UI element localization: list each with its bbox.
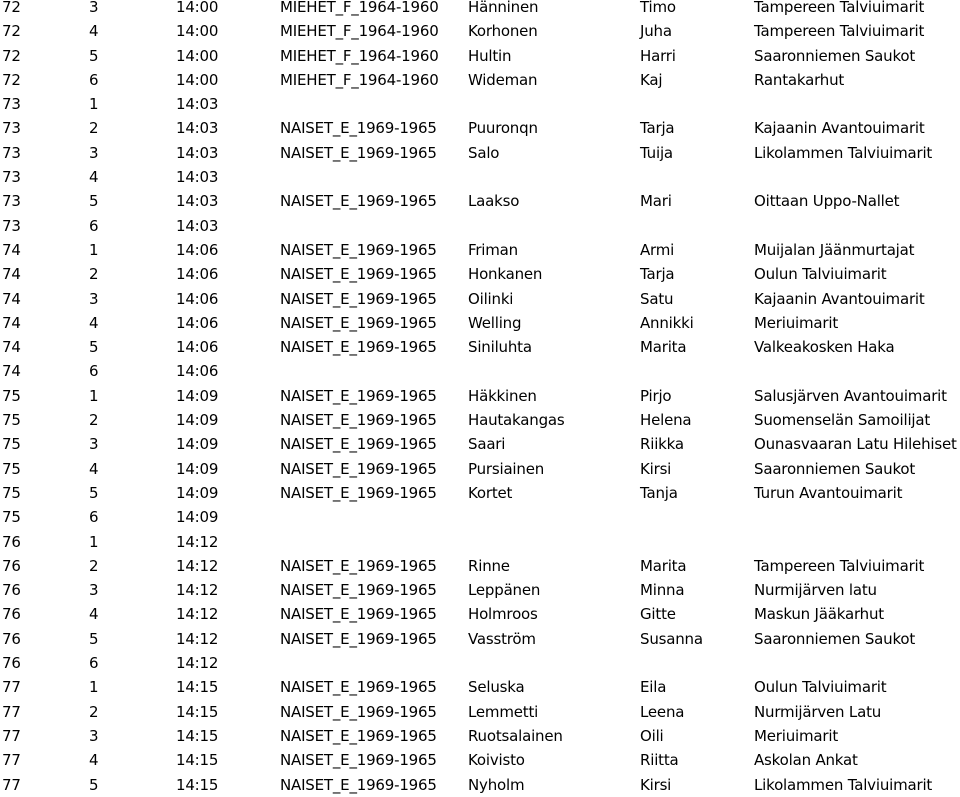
table-row xyxy=(0,578,960,602)
heat-number-cell: 75 xyxy=(2,459,21,478)
lane-number-cell: 4 xyxy=(89,168,99,187)
table-row xyxy=(0,92,960,116)
table-row xyxy=(0,384,960,408)
age-class-cell: NAISET_E_1969-1965 xyxy=(280,435,437,454)
age-class-cell: MIEHET_F_1964-1960 xyxy=(280,22,439,41)
lane-number-cell: 5 xyxy=(89,775,99,794)
age-class-cell: NAISET_E_1969-1965 xyxy=(280,702,437,721)
age-class-cell: NAISET_E_1969-1965 xyxy=(280,265,437,284)
table-row xyxy=(0,554,960,578)
first-name-cell: Leena xyxy=(640,702,685,721)
lane-number-cell: 1 xyxy=(89,532,99,551)
table-row xyxy=(0,359,960,383)
table-row xyxy=(0,773,960,797)
lane-number-cell: 4 xyxy=(89,459,99,478)
club-name-cell: Saaronniemen Saukot xyxy=(754,459,916,478)
start-time-cell: 14:09 xyxy=(176,411,219,430)
first-name-cell: Riitta xyxy=(640,751,679,770)
last-name-cell: Hultin xyxy=(468,46,512,65)
heat-number-cell: 72 xyxy=(2,22,21,41)
lane-number-cell: 5 xyxy=(89,338,99,357)
club-name-cell: Meriuimarit xyxy=(754,313,838,332)
last-name-cell: Wideman xyxy=(468,70,538,89)
table-row xyxy=(0,432,960,456)
first-name-cell: Kaj xyxy=(640,70,663,89)
first-name-cell: Kirsi xyxy=(640,775,672,794)
start-time-cell: 14:00 xyxy=(176,0,219,16)
heat-number-cell: 74 xyxy=(2,289,21,308)
lane-number-cell: 4 xyxy=(89,313,99,332)
lane-number-cell: 2 xyxy=(89,265,99,284)
table-row xyxy=(0,530,960,554)
heat-number-cell: 72 xyxy=(2,46,21,65)
lane-number-cell: 6 xyxy=(89,362,99,381)
lane-number-cell: 6 xyxy=(89,216,99,235)
age-class-cell: MIEHET_F_1964-1960 xyxy=(280,0,439,16)
age-class-cell: NAISET_E_1969-1965 xyxy=(280,338,437,357)
club-name-cell: Oulun Talviuimarit xyxy=(754,678,887,697)
lane-number-cell: 6 xyxy=(89,508,99,527)
lane-number-cell: 2 xyxy=(89,556,99,575)
heat-number-cell: 75 xyxy=(2,411,21,430)
last-name-cell: Siniluhta xyxy=(468,338,532,357)
start-time-cell: 14:03 xyxy=(176,143,219,162)
last-name-cell: Honkanen xyxy=(468,265,543,284)
lane-number-cell: 5 xyxy=(89,483,99,502)
table-row xyxy=(0,19,960,43)
first-name-cell: Tuija xyxy=(640,143,673,162)
heat-number-cell: 77 xyxy=(2,678,21,697)
table-row xyxy=(0,116,960,140)
first-name-cell: Tarja xyxy=(640,119,675,138)
table-row xyxy=(0,651,960,675)
first-name-cell: Marita xyxy=(640,556,687,575)
table-row xyxy=(0,481,960,505)
start-time-cell: 14:15 xyxy=(176,678,219,697)
club-name-cell: Kajaanin Avantouimarit xyxy=(754,119,925,138)
first-name-cell: Gitte xyxy=(640,605,676,624)
lane-number-cell: 6 xyxy=(89,70,99,89)
heat-number-cell: 76 xyxy=(2,629,21,648)
heat-number-cell: 73 xyxy=(2,95,21,114)
age-class-cell: NAISET_E_1969-1965 xyxy=(280,751,437,770)
first-name-cell: Juha xyxy=(640,22,672,41)
table-row xyxy=(0,141,960,165)
start-time-cell: 14:12 xyxy=(176,532,219,551)
start-time-cell: 14:06 xyxy=(176,289,219,308)
heat-number-cell: 73 xyxy=(2,192,21,211)
first-name-cell: Minna xyxy=(640,581,685,600)
first-name-cell: Kirsi xyxy=(640,459,672,478)
first-name-cell: Tarja xyxy=(640,265,675,284)
start-time-cell: 14:06 xyxy=(176,338,219,357)
heat-number-cell: 75 xyxy=(2,483,21,502)
lane-number-cell: 3 xyxy=(89,581,99,600)
club-name-cell: Nurmijärven latu xyxy=(754,581,877,600)
start-time-cell: 14:15 xyxy=(176,726,219,745)
lane-number-cell: 1 xyxy=(89,386,99,405)
age-class-cell: NAISET_E_1969-1965 xyxy=(280,289,437,308)
club-name-cell: Tampereen Talviuimarit xyxy=(754,0,925,16)
age-class-cell: NAISET_E_1969-1965 xyxy=(280,459,437,478)
last-name-cell: Lemmetti xyxy=(468,702,539,721)
heat-number-cell: 73 xyxy=(2,216,21,235)
first-name-cell: Riikka xyxy=(640,435,684,454)
heat-number-cell: 74 xyxy=(2,265,21,284)
heat-number-cell: 74 xyxy=(2,313,21,332)
last-name-cell: Laakso xyxy=(468,192,520,211)
club-name-cell: Ounasvaaran Latu Hilehiset xyxy=(754,435,957,454)
age-class-cell: NAISET_E_1969-1965 xyxy=(280,629,437,648)
heat-number-cell: 74 xyxy=(2,362,21,381)
start-time-cell: 14:12 xyxy=(176,556,219,575)
table-row xyxy=(0,724,960,748)
last-name-cell: Hautakangas xyxy=(468,411,565,430)
last-name-cell: Häkkinen xyxy=(468,386,537,405)
age-class-cell: NAISET_E_1969-1965 xyxy=(280,556,437,575)
start-time-cell: 14:15 xyxy=(176,751,219,770)
age-class-cell: MIEHET_F_1964-1960 xyxy=(280,70,439,89)
club-name-cell: Likolammen Talviuimarit xyxy=(754,775,933,794)
lane-number-cell: 6 xyxy=(89,654,99,673)
lane-number-cell: 3 xyxy=(89,726,99,745)
last-name-cell: Ruotsalainen xyxy=(468,726,563,745)
start-time-cell: 14:09 xyxy=(176,459,219,478)
table-row xyxy=(0,627,960,651)
lane-number-cell: 5 xyxy=(89,192,99,211)
club-name-cell: Saaronniemen Saukot xyxy=(754,46,916,65)
last-name-cell: Seluska xyxy=(468,678,525,697)
last-name-cell: Pursiainen xyxy=(468,459,545,478)
last-name-cell: Vasström xyxy=(468,629,536,648)
club-name-cell: Valkeakosken Haka xyxy=(754,338,895,357)
start-time-cell: 14:12 xyxy=(176,629,219,648)
age-class-cell: NAISET_E_1969-1965 xyxy=(280,726,437,745)
club-name-cell: Turun Avantouimarit xyxy=(754,483,903,502)
start-time-cell: 14:09 xyxy=(176,386,219,405)
table-row xyxy=(0,505,960,529)
age-class-cell: NAISET_E_1969-1965 xyxy=(280,678,437,697)
start-time-cell: 14:06 xyxy=(176,265,219,284)
first-name-cell: Annikki xyxy=(640,313,694,332)
table-row xyxy=(0,700,960,724)
start-time-cell: 14:12 xyxy=(176,605,219,624)
lane-number-cell: 5 xyxy=(89,46,99,65)
start-time-cell: 14:12 xyxy=(176,581,219,600)
table-row xyxy=(0,311,960,335)
lane-number-cell: 1 xyxy=(89,240,99,259)
first-name-cell: Harri xyxy=(640,46,676,65)
start-time-cell: 14:03 xyxy=(176,95,219,114)
lane-number-cell: 1 xyxy=(89,95,99,114)
last-name-cell: Puuronqn xyxy=(468,119,538,138)
age-class-cell: NAISET_E_1969-1965 xyxy=(280,605,437,624)
start-time-cell: 14:03 xyxy=(176,216,219,235)
heat-number-cell: 76 xyxy=(2,532,21,551)
first-name-cell: Satu xyxy=(640,289,674,308)
lane-number-cell: 3 xyxy=(89,143,99,162)
club-name-cell: Nurmijärven Latu xyxy=(754,702,882,721)
table-row xyxy=(0,335,960,359)
table-row xyxy=(0,165,960,189)
heat-number-cell: 77 xyxy=(2,726,21,745)
first-name-cell: Marita xyxy=(640,338,687,357)
heat-number-cell: 75 xyxy=(2,386,21,405)
first-name-cell: Oili xyxy=(640,726,664,745)
start-time-cell: 14:15 xyxy=(176,702,219,721)
age-class-cell: NAISET_E_1969-1965 xyxy=(280,192,437,211)
heat-number-cell: 77 xyxy=(2,751,21,770)
last-name-cell: Salo xyxy=(468,143,500,162)
age-class-cell: NAISET_E_1969-1965 xyxy=(280,119,437,138)
age-class-cell: NAISET_E_1969-1965 xyxy=(280,411,437,430)
last-name-cell: Holmroos xyxy=(468,605,538,624)
club-name-cell: Tampereen Talviuimarit xyxy=(754,556,925,575)
table-row xyxy=(0,262,960,286)
lane-number-cell: 4 xyxy=(89,605,99,624)
last-name-cell: Welling xyxy=(468,313,522,332)
start-time-cell: 14:12 xyxy=(176,654,219,673)
last-name-cell: Nyholm xyxy=(468,775,525,794)
last-name-cell: Hänninen xyxy=(468,0,539,16)
first-name-cell: Armi xyxy=(640,240,675,259)
club-name-cell: Meriuimarit xyxy=(754,726,838,745)
start-time-cell: 14:06 xyxy=(176,313,219,332)
table-row xyxy=(0,408,960,432)
start-time-cell: 14:03 xyxy=(176,168,219,187)
table-row xyxy=(0,0,960,19)
table-row xyxy=(0,287,960,311)
table-row xyxy=(0,68,960,92)
start-time-cell: 14:09 xyxy=(176,435,219,454)
lane-number-cell: 2 xyxy=(89,702,99,721)
first-name-cell: Tanja xyxy=(640,483,678,502)
age-class-cell: NAISET_E_1969-1965 xyxy=(280,143,437,162)
table-row xyxy=(0,189,960,213)
club-name-cell: Salusjärven Avantouimarit xyxy=(754,386,947,405)
heat-number-cell: 76 xyxy=(2,556,21,575)
age-class-cell: NAISET_E_1969-1965 xyxy=(280,240,437,259)
first-name-cell: Eila xyxy=(640,678,667,697)
last-name-cell: Koivisto xyxy=(468,751,525,770)
lane-number-cell: 4 xyxy=(89,751,99,770)
last-name-cell: Saari xyxy=(468,435,506,454)
heat-number-cell: 73 xyxy=(2,168,21,187)
club-name-cell: Rantakarhut xyxy=(754,70,845,89)
lane-number-cell: 4 xyxy=(89,22,99,41)
start-time-cell: 14:00 xyxy=(176,70,219,89)
start-time-cell: 14:00 xyxy=(176,46,219,65)
heat-number-cell: 74 xyxy=(2,240,21,259)
club-name-cell: Saaronniemen Saukot xyxy=(754,629,916,648)
table-row xyxy=(0,748,960,772)
lane-number-cell: 2 xyxy=(89,119,99,138)
start-time-cell: 14:09 xyxy=(176,508,219,527)
heat-number-cell: 73 xyxy=(2,143,21,162)
club-name-cell: Kajaanin Avantouimarit xyxy=(754,289,925,308)
age-class-cell: NAISET_E_1969-1965 xyxy=(280,483,437,502)
lane-number-cell: 3 xyxy=(89,435,99,454)
table-row xyxy=(0,44,960,68)
first-name-cell: Susanna xyxy=(640,629,703,648)
heat-number-cell: 76 xyxy=(2,654,21,673)
heat-number-cell: 76 xyxy=(2,605,21,624)
last-name-cell: Rinne xyxy=(468,556,510,575)
heat-number-cell: 77 xyxy=(2,775,21,794)
heat-number-cell: 75 xyxy=(2,508,21,527)
club-name-cell: Likolammen Talviuimarit xyxy=(754,143,933,162)
lane-number-cell: 3 xyxy=(89,289,99,308)
table-row xyxy=(0,214,960,238)
start-time-cell: 14:03 xyxy=(176,192,219,211)
lane-number-cell: 1 xyxy=(89,678,99,697)
table-row xyxy=(0,602,960,626)
start-time-cell: 14:15 xyxy=(176,775,219,794)
last-name-cell: Korhonen xyxy=(468,22,538,41)
start-time-cell: 14:06 xyxy=(176,362,219,381)
heat-number-cell: 77 xyxy=(2,702,21,721)
heat-number-cell: 73 xyxy=(2,119,21,138)
age-class-cell: NAISET_E_1969-1965 xyxy=(280,581,437,600)
last-name-cell: Friman xyxy=(468,240,518,259)
club-name-cell: Suomenselän Samoilijat xyxy=(754,411,931,430)
heat-number-cell: 75 xyxy=(2,435,21,454)
age-class-cell: MIEHET_F_1964-1960 xyxy=(280,46,439,65)
club-name-cell: Tampereen Talviuimarit xyxy=(754,22,925,41)
club-name-cell: Oulun Talviuimarit xyxy=(754,265,887,284)
heat-number-cell: 74 xyxy=(2,338,21,357)
lane-number-cell: 2 xyxy=(89,411,99,430)
age-class-cell: NAISET_E_1969-1965 xyxy=(280,386,437,405)
club-name-cell: Muijalan Jäänmurtajat xyxy=(754,240,915,259)
heat-number-cell: 76 xyxy=(2,581,21,600)
first-name-cell: Mari xyxy=(640,192,672,211)
last-name-cell: Kortet xyxy=(468,483,513,502)
first-name-cell: Timo xyxy=(640,0,676,16)
lane-number-cell: 5 xyxy=(89,629,99,648)
age-class-cell: NAISET_E_1969-1965 xyxy=(280,775,437,794)
heat-number-cell: 72 xyxy=(2,0,21,16)
start-time-cell: 14:06 xyxy=(176,240,219,259)
table-row xyxy=(0,238,960,262)
lane-number-cell: 3 xyxy=(89,0,99,16)
last-name-cell: Leppänen xyxy=(468,581,541,600)
last-name-cell: Oilinki xyxy=(468,289,514,308)
table-row xyxy=(0,457,960,481)
start-time-cell: 14:09 xyxy=(176,483,219,502)
heat-number-cell: 72 xyxy=(2,70,21,89)
club-name-cell: Oittaan Uppo-Nallet xyxy=(754,192,900,211)
age-class-cell: NAISET_E_1969-1965 xyxy=(280,313,437,332)
start-time-cell: 14:00 xyxy=(176,22,219,41)
first-name-cell: Pirjo xyxy=(640,386,672,405)
start-time-cell: 14:03 xyxy=(176,119,219,138)
first-name-cell: Helena xyxy=(640,411,692,430)
table-row xyxy=(0,675,960,699)
club-name-cell: Maskun Jääkarhut xyxy=(754,605,884,624)
club-name-cell: Askolan Ankat xyxy=(754,751,858,770)
